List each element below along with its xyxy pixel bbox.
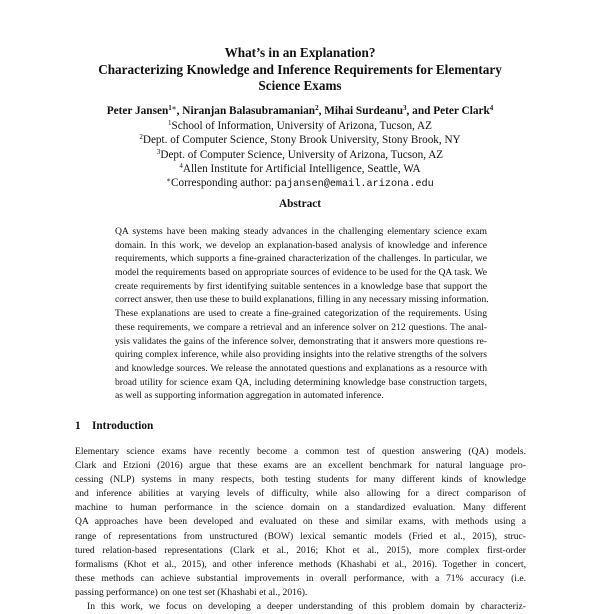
body-line: and inference abilities at varying levels of difficulty, while also allowing for a direct comparison of <box>75 488 526 500</box>
abstract-line: requirements, which supports a fine-grained characterization of the challenges. In particular, we <box>115 253 487 265</box>
abstract-line: quiring complex inference, while also providing insights into the relative strengths of the solvers <box>115 349 487 361</box>
author-name: Peter Jansen <box>106 105 169 117</box>
corresponding-label: Corresponding author: <box>171 177 275 190</box>
affiliation-marker: 3 <box>156 147 161 156</box>
title-line: Characterizing Knowledge and Inference Requirements for Elementary <box>98 61 502 77</box>
affiliation-text: School of Information, University of Arizona, Tucson, AZ <box>171 120 432 132</box>
affiliation <box>0 148 600 162</box>
section-title: Introduction <box>92 420 154 432</box>
abstract-line: these requirements, we compare a retrieval and an inference solver on 212 questions. The anal- <box>115 321 487 333</box>
author-marker: 3 <box>403 104 407 112</box>
abstract-line: ysis validates the gains of the inference solver, demonstrating that it answers more questions re- <box>115 335 487 347</box>
title-line: What’s in an Explanation? <box>224 45 376 60</box>
body-line: Elementary science exams have recently become a common test of question answering (QA) models. <box>75 446 526 457</box>
body-line: Clark and Etzioni (2016) argue that these exams are an excellent benchmark for natural language pro- <box>75 460 526 472</box>
author-separator: , and <box>406 105 434 117</box>
abstract-line: as well as supporting information aggregation in automated inference. <box>115 390 384 402</box>
author-name: Mihai Surdeanu <box>324 105 404 117</box>
corresponding-marker: ∗ <box>166 176 172 185</box>
affiliation-marker: 1 <box>168 119 172 127</box>
affiliation <box>0 119 600 133</box>
corresponding-author <box>0 176 600 192</box>
author-separator: , <box>176 105 183 117</box>
abstract-line: These explanations are used to create a fine-grained categorization of the requirements. Using <box>115 308 487 320</box>
abstract-line: domain. In this work, we develop an explanation-based analysis of knowledge and inference <box>115 239 487 251</box>
introduction-body <box>75 445 526 614</box>
abstract-line: model the requirements based on appropriate sources of evidence to be used for the QA task. We <box>115 267 487 279</box>
section-heading <box>75 420 153 432</box>
abstract-heading: Abstract <box>278 198 322 210</box>
affiliation <box>0 162 600 176</box>
abstract-body <box>115 225 487 403</box>
title-line: Science Exams <box>258 78 342 94</box>
abstract-line: create requirements by first identifying suitable sentences in a knowledge base that support the <box>115 280 487 292</box>
author-separator: , <box>318 105 325 117</box>
affiliation-text: Allen Institute for Artificial Intelligence, Seattle, WA <box>182 162 421 175</box>
author-marker: 2 <box>315 104 319 112</box>
body-line: range of representations from unstructured (BOW) lexical semantic models (Fried et al., 2015), struc- <box>75 530 526 542</box>
affiliations <box>0 119 600 192</box>
body-line: tured relation-based representations (Clark et al., 2016; Khot et al., 2015), more complex first-order <box>75 544 526 556</box>
body-line: machine to human performance in the science domain on a standardized evaluation. Many different <box>75 502 526 514</box>
author-marker: 4 <box>489 104 494 112</box>
affiliation-text: Dept. of Computer Science, University of Arizona, Tucson, AZ <box>160 148 444 161</box>
body-line: In this work, we focus on developing a deeper understanding of this problem domain by characteriz- <box>87 601 526 613</box>
author-marker: 1∗ <box>168 104 177 112</box>
affiliation-marker: 4 <box>179 161 183 170</box>
body-line: QA approaches have been developed and evaluated on these and similar exams, with methods using a <box>75 516 526 528</box>
section-number: 1 <box>75 420 81 432</box>
abstract-line: QA systems have been making steady advances in the challenging elementary science exam <box>115 226 487 237</box>
corresponding-email[interactable]: pajansen@email.arizona.edu <box>274 179 434 191</box>
affiliation-text: Dept. of Computer Science, Stony Brook University, Stony Brook, NY <box>142 134 461 147</box>
body-line: cessing (NLP) systems in many respects, both testing students for many different kinds of knowledge <box>75 474 526 486</box>
body-line: formalisms (Khot et al., 2015), and other inference methods (Khashabi et al., 2016). Together in concert, <box>75 558 526 570</box>
abstract-line: and knowledge sources. We release the annotated questions and explanations as a resource with <box>115 362 487 374</box>
author-name: Niranjan Balasubramanian <box>182 105 316 117</box>
affiliation-marker: 2 <box>139 133 143 142</box>
paper-title <box>0 45 600 95</box>
author-list <box>0 104 600 118</box>
affiliation <box>0 133 600 147</box>
body-line: these methods can achieve substantial improvements in overall performance, with a 71% accuracy (i.e. <box>75 572 526 584</box>
body-line: passing performance) on one test set (Khashabi et al., 2016). <box>75 586 308 598</box>
abstract-line: correct answer, then use these to build explanations, filling in any necessary missing information. <box>115 294 489 306</box>
abstract-line: broad utility for science exam QA, including determining knowledge base construction targets, <box>115 376 487 388</box>
author-name: Peter Clark <box>433 105 490 117</box>
